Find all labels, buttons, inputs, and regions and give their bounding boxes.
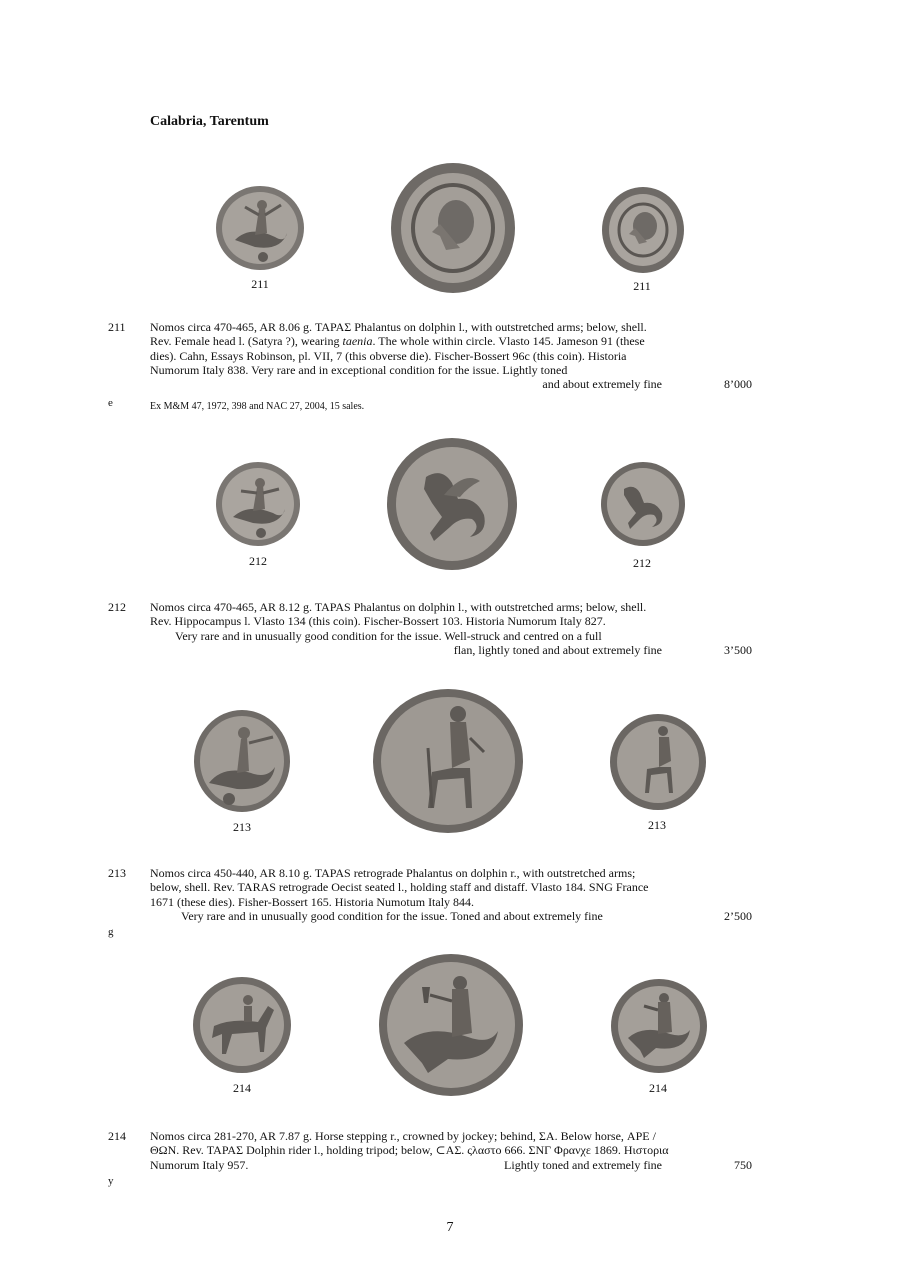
- condition-line: Very rare and in unusually good condition for the issue. Well-struck and centred on a full: [175, 628, 602, 643]
- coin-label: 214: [649, 1081, 667, 1095]
- coin-label: 214: [233, 1081, 251, 1095]
- coin-label: 213: [233, 820, 251, 834]
- lot-number: 213: [108, 866, 126, 880]
- hippocampus-coin-icon: [600, 461, 686, 547]
- dolphin-rider-tripod-coin-icon: [378, 953, 524, 1097]
- description-line: Nomos circa 450-440, AR 8.10 g. TAPAS retrograde Phalantus on dolphin r., with outstretched arms;: [150, 866, 636, 880]
- lot-description: [150, 866, 752, 923]
- condition-text: and about extremely fine: [542, 377, 662, 392]
- margin-mark: e: [108, 397, 113, 409]
- condition-line: [150, 643, 752, 657]
- coin-label: 213: [648, 818, 666, 832]
- description-line: below, shell. Rev. TARAS retrograde Oecist seated l., holding staff and distaff. Vlasto 184. SNG France: [150, 880, 649, 895]
- estimate-price: 750: [734, 1157, 752, 1172]
- seated-oecist-coin-icon: [372, 688, 524, 834]
- description-line: Nomos circa 470-465, AR 8.06 g. ΤΑΡΑΣ Phalantus on dolphin l., with outstretched arms; below, shell.: [150, 320, 647, 334]
- description-line: Numorum Italy 957.: [150, 1157, 249, 1172]
- lot-description: [150, 600, 752, 657]
- lot-description: [150, 320, 752, 391]
- provenance: Ex M&M 47, 1972, 398 and NAC 27, 2004, 15 sales.: [150, 401, 365, 412]
- hippocampus-coin-icon: [386, 437, 518, 571]
- condition-text: Lightly toned and extremely fine: [504, 1157, 662, 1172]
- estimate-price: 2’500: [724, 908, 752, 923]
- description-line: 1671 (these dies). Fisher-Bossert 165. Historia Numotum Italy 844.: [150, 894, 475, 909]
- condition-line: [150, 377, 752, 391]
- description-line: dies). Cahn, Essays Robinson, pl. VII, 7 (this obverse die). Fischer-Bossert 96c (this coin). Historia: [150, 348, 627, 363]
- description-line: ΘΩΝ. Rev. ΤΑΡΑΣ Dolphin rider l., holding tripod; below, ⊂ΑΣ. ςλαστο 666. ΣΝΓ Φρανχε 1869. Ηιστορια: [150, 1143, 669, 1158]
- horse-and-jockey-coin-icon: [192, 976, 292, 1074]
- section-title: Calabria, Tarentum: [150, 114, 269, 129]
- condition-text: Very rare and in unusually good condition for the issue. Toned and about extremely fine: [181, 908, 603, 923]
- coin-label: 211: [633, 279, 651, 293]
- dolphin-rider-coin-icon: [215, 461, 301, 547]
- description-line: Nomos circa 470-465, AR 8.12 g. TAPAS Phalantus on dolphin l., with outstretched arms; below, shell.: [150, 600, 647, 614]
- page-number: 7: [446, 1220, 454, 1235]
- coin-label: 212: [249, 554, 267, 568]
- description-line: Rev. Hippocampus l. Vlasto 134 (this coin). Fischer-Bossert 103. Historia Numorum Italy 827.: [150, 614, 606, 629]
- estimate-price: 3’500: [724, 642, 752, 657]
- description-line: Nomos circa 281-270, AR 7.87 g. Horse stepping r., crowned by jockey; behind, ΣΑ. Below horse, ΑΡΕ /: [150, 1129, 656, 1143]
- dolphin-rider-tripod-coin-icon: [610, 978, 708, 1074]
- seated-oecist-coin-icon: [609, 713, 707, 811]
- description-line: Numorum Italy 838. Very rare and in exceptional condition for the issue. Lightly toned: [150, 362, 568, 377]
- coin-label: 212: [633, 556, 651, 570]
- female-head-coin-icon: [601, 186, 685, 274]
- description-line: Rev. Female head l. (Satyra ?), wearing taenia. The whole within circle. Vlasto 145. Jameson 91 (these: [150, 334, 645, 349]
- margin-mark: g: [108, 926, 114, 938]
- lot-number: 214: [108, 1129, 126, 1143]
- coin-label: 211: [251, 277, 269, 291]
- lot-number: 212: [108, 600, 126, 614]
- condition-line: [150, 909, 752, 923]
- lot-description: [150, 1129, 752, 1172]
- condition-text: flan, lightly toned and about extremely fine: [453, 642, 662, 657]
- lot-number: 211: [108, 320, 126, 334]
- margin-mark: y: [108, 1175, 114, 1187]
- dolphin-rider-coin-icon: [193, 709, 291, 813]
- estimate-price: 8’000: [724, 377, 752, 392]
- dolphin-rider-coin-icon: [215, 185, 305, 271]
- female-head-in-circle-coin-icon: [390, 162, 516, 294]
- condition-line: [150, 1158, 752, 1172]
